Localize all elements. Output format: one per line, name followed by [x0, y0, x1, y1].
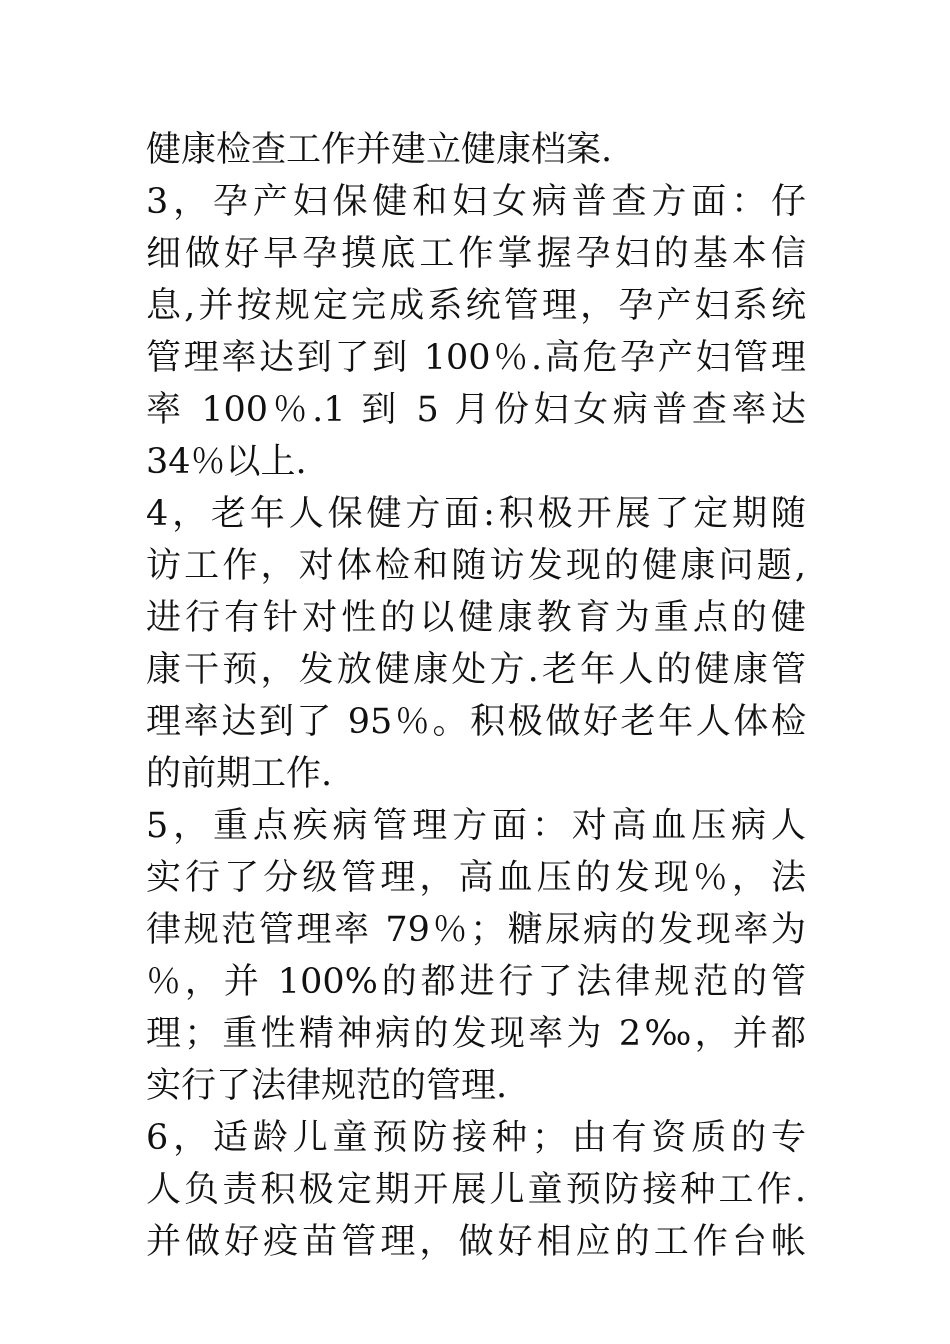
text-line: 并做好疫苗管理，做好相应的工作台帐 — [146, 1222, 806, 1262]
text-line: 进行有针对性的以健康教育为重点的健 — [146, 598, 806, 638]
text-line: 健康检查工作并建立健康档案. — [146, 130, 613, 170]
text-line: 34％以上. — [146, 442, 307, 482]
text-line: 息,并按规定完成系统管理，孕产妇系统 — [146, 286, 806, 326]
text-line: 的前期工作. — [146, 754, 333, 794]
text-line: ％，并 100%的都进行了法律规范的管 — [146, 962, 806, 1002]
text-line: 细做好早孕摸底工作掌握孕妇的基本信 — [146, 234, 806, 274]
text-line: 理率达到了 95％。积极做好老年人体检 — [146, 702, 806, 742]
text-line: 管理率达到了到 100％.高危孕产妇管理 — [146, 338, 806, 378]
body-text — [146, 124, 806, 1268]
text-line: 率 100％.1 到 5 月份妇女病普查率达 — [146, 390, 806, 430]
text-line: 访工作，对体检和随访发现的健康问题, — [146, 546, 806, 586]
text-line: 5，重点疾病管理方面：对高血压病人 — [146, 806, 806, 846]
text-line: 实行了分级管理，高血压的发现％，法 — [146, 858, 806, 898]
text-line: 4，老年人保健方面:积极开展了定期随 — [146, 494, 806, 534]
text-line: 理；重性精神病的发现率为 2‰，并都 — [146, 1014, 806, 1054]
text-line: 律规范管理率 79％；糖尿病的发现率为 — [146, 910, 806, 950]
text-line: 实行了法律规范的管理. — [146, 1066, 508, 1106]
text-line: 康干预，发放健康处方.老年人的健康管 — [146, 650, 806, 690]
text-line: 3，孕产妇保健和妇女病普查方面：仔 — [146, 182, 806, 222]
text-line: 人负责积极定期开展儿童预防接种工作. — [146, 1170, 806, 1210]
text-line: 6，适龄儿童预防接种；由有资质的专 — [146, 1118, 806, 1158]
